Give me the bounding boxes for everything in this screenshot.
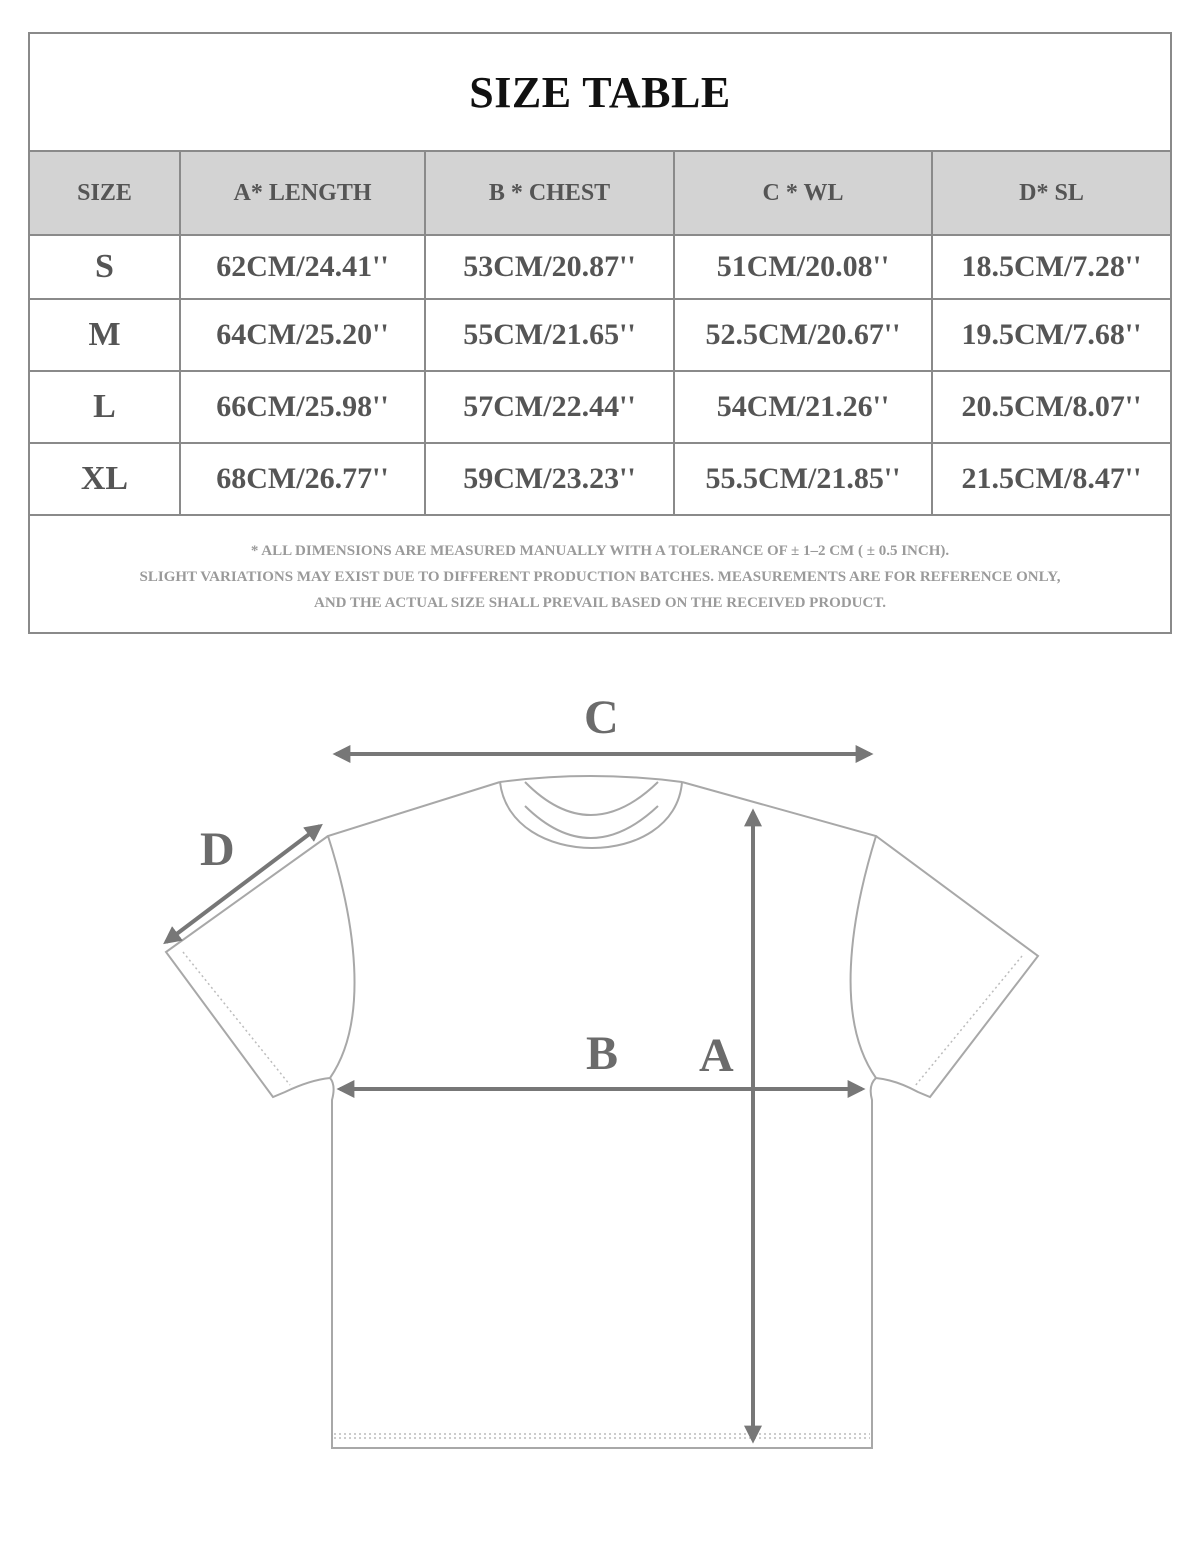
sl-cell: 20.5CM/8.07'' xyxy=(932,371,1170,443)
page-title: SIZE TABLE xyxy=(469,67,731,117)
note-line: AND THE ACTUAL SIZE SHALL PREVAIL BASED ON THE RECEIVED PRODUCT. xyxy=(314,595,886,611)
label-c: C xyxy=(584,691,619,744)
label-a: A xyxy=(699,1029,734,1082)
tolerance-note xyxy=(30,516,1170,616)
length-cell: 62CM/24.41'' xyxy=(180,235,425,299)
table-row xyxy=(30,371,1170,443)
header-length: A* LENGTH xyxy=(180,152,425,235)
header-size: SIZE xyxy=(30,152,180,235)
chest-cell: 53CM/20.87'' xyxy=(425,235,674,299)
wl-cell: 55.5CM/21.85'' xyxy=(674,443,932,515)
tshirt-svg xyxy=(0,660,1200,1540)
wl-cell: 54CM/21.26'' xyxy=(674,371,932,443)
stitching xyxy=(183,952,1022,1438)
sl-cell: 21.5CM/8.47'' xyxy=(932,443,1170,515)
length-cell: 66CM/25.98'' xyxy=(180,371,425,443)
header-row xyxy=(30,152,1170,235)
chest-cell: 55CM/21.65'' xyxy=(425,299,674,371)
wl-cell: 51CM/20.08'' xyxy=(674,235,932,299)
arrow-d xyxy=(166,823,320,942)
wl-cell: 52.5CM/20.67'' xyxy=(674,299,932,371)
header-chest: B * CHEST xyxy=(425,152,674,235)
sl-cell: 18.5CM/7.28'' xyxy=(932,235,1170,299)
tshirt-outline-icon xyxy=(166,776,1038,1448)
label-b: B xyxy=(586,1027,619,1080)
sl-cell: 19.5CM/7.68'' xyxy=(932,299,1170,371)
size-cell: XL xyxy=(30,443,180,515)
dimension-arrows xyxy=(166,754,870,1440)
tshirt-diagram xyxy=(0,660,1200,1540)
header-wl: C * WL xyxy=(674,152,932,235)
table-row xyxy=(30,443,1170,515)
chest-cell: 57CM/22.44'' xyxy=(425,371,674,443)
size-table xyxy=(28,32,1172,634)
note-line: SLIGHT VARIATIONS MAY EXIST DUE TO DIFFERENT PRODUCTION BATCHES. MEASUREMENTS ARE FOR REFERENCE ONLY, xyxy=(139,569,1061,585)
size-grid xyxy=(30,152,1170,516)
length-cell: 68CM/26.77'' xyxy=(180,443,425,515)
size-cell: S xyxy=(30,235,180,299)
table-row xyxy=(30,235,1170,299)
label-d: D xyxy=(200,823,235,876)
table-row xyxy=(30,299,1170,371)
length-cell: 64CM/25.20'' xyxy=(180,299,425,371)
note-line: * ALL DIMENSIONS ARE MEASURED MANUALLY WITH A TOLERANCE OF ± 1–2 CM ( ± 0.5 INCH). xyxy=(250,543,950,559)
header-sl: D* SL xyxy=(932,152,1170,235)
chest-cell: 59CM/23.23'' xyxy=(425,443,674,515)
size-cell: M xyxy=(30,299,180,371)
size-cell: L xyxy=(30,371,180,443)
title-row xyxy=(30,34,1170,152)
